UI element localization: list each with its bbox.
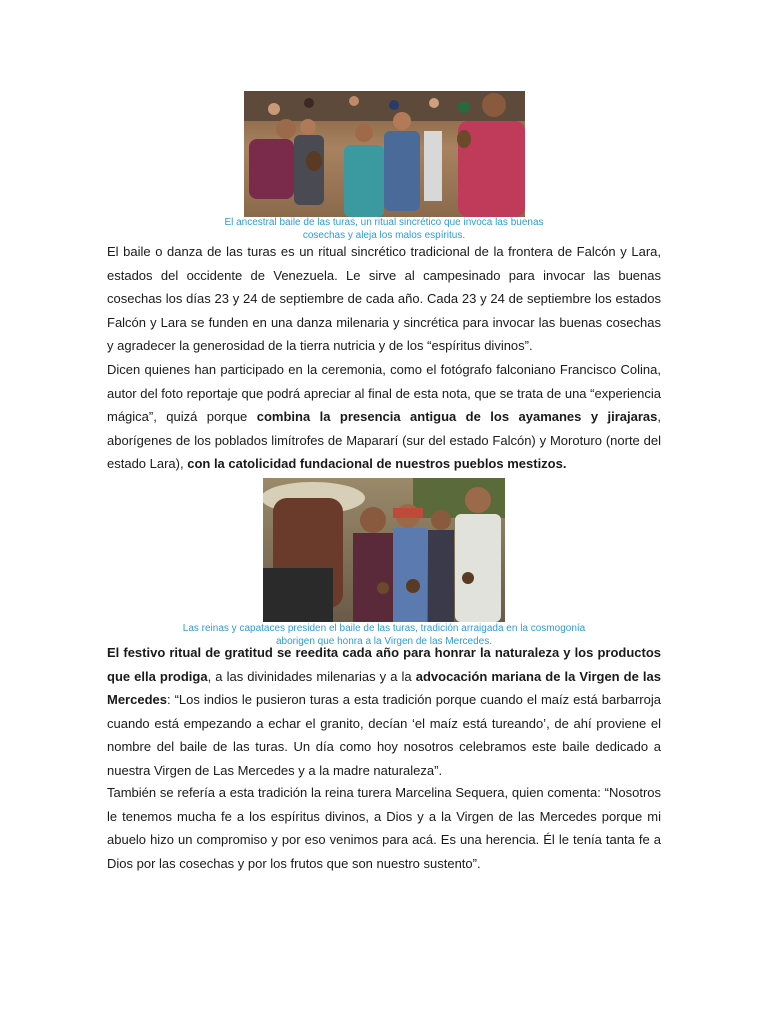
paragraph-2-text-b: , aborígenes de los poblados limítrofes de Mapararí (sur del estado Falcón) y Moroturo (norte del estado Lara), — [107, 409, 661, 471]
paragraph-1: El baile o danza de las turas es un ritual sincrético tradicional de la frontera de Falcón y Lara, estados del occidente de Venezuela. Le sirve al campesinado para invocar las buenas cosechas los días 23 y 24 de septiembre de cada año. Cada 23 y 24 de septiembre los estados Falcón y Lara se funden en una danza milenaria y sincrética para invocar las buenas cosechas y agradecer la generosidad de la tierra nutricia y de los “espíritus divinos”. — [107, 244, 661, 353]
caption1-line1: El ancestral baile de las turas, un ritual sincrético que invoca las buenas — [224, 217, 544, 228]
paragraph-2-bold-a: combina la presencia antigua de los ayamanes y jirajaras — [256, 409, 658, 424]
paragraph-3-text-b: : “Los indios le pusieron turas a esta tradición porque cuando el maíz está barbarroja cuando está empezando a echar el granito, decían ‘el maíz está tureando’, de ahí proviene el nombre del baile de las turas. Un día como hoy nosotros celebramos este baile dedicado a nuestra Virgen de Las Mercedes y a la madre naturaleza”. — [107, 692, 661, 778]
paragraph-4: También se refería a esta tradición la reina turera Marcelina Sequera, quien comenta: “Nosotros le tenemos mucha fe a los espíritus divinos, a Dios y a la Virgen de las Mercedes porque mi abuelo hizo un compromiso y por eso venimos para acá. Es una herencia. Él le tenía tanta fe a Dios por las cosechas y por los frutos que son nuestro sustento”. — [107, 785, 661, 871]
caption2-line1: Las reinas y capataces presiden el baile de las turas, tradición arraigada en la cosmogonía — [182, 623, 586, 634]
photo-dance-ritual — [244, 91, 525, 217]
caption2-line2: aborigen que honra a la Virgen de las Mercedes. — [275, 636, 493, 647]
paragraph-3-bold-b: advocación mariana de la Virgen de las Mercedes — [107, 668, 661, 707]
photo1-caption — [200, 216, 568, 242]
paragraph-2 — [107, 358, 661, 476]
paragraph-2-bold-b: con la catolicidad fundacional de nuestros pueblos mestizos. — [187, 456, 567, 471]
paragraph-3-bold-a: El festivo ritual de gratitud se reedita cada año para honrar la naturaleza y los productos que ella prodiga — [107, 645, 661, 684]
paragraph-3-text-a: , a las divinidades milenarias y a la — [207, 668, 416, 684]
paragraph-2-text-a: Dicen quienes han participado en la ceremonia, como el fotógrafo falconiano Francisco Colina, autor del foto reportaje que podrá apreciar al final de esta nota, que se trata de una “experiencia mágica”, quizá porque — [107, 362, 661, 424]
paragraph-3 — [107, 641, 661, 782]
caption1-line2: cosechas y aleja los malos espíritus. — [302, 230, 466, 241]
photo-queens-foremen — [263, 478, 505, 622]
